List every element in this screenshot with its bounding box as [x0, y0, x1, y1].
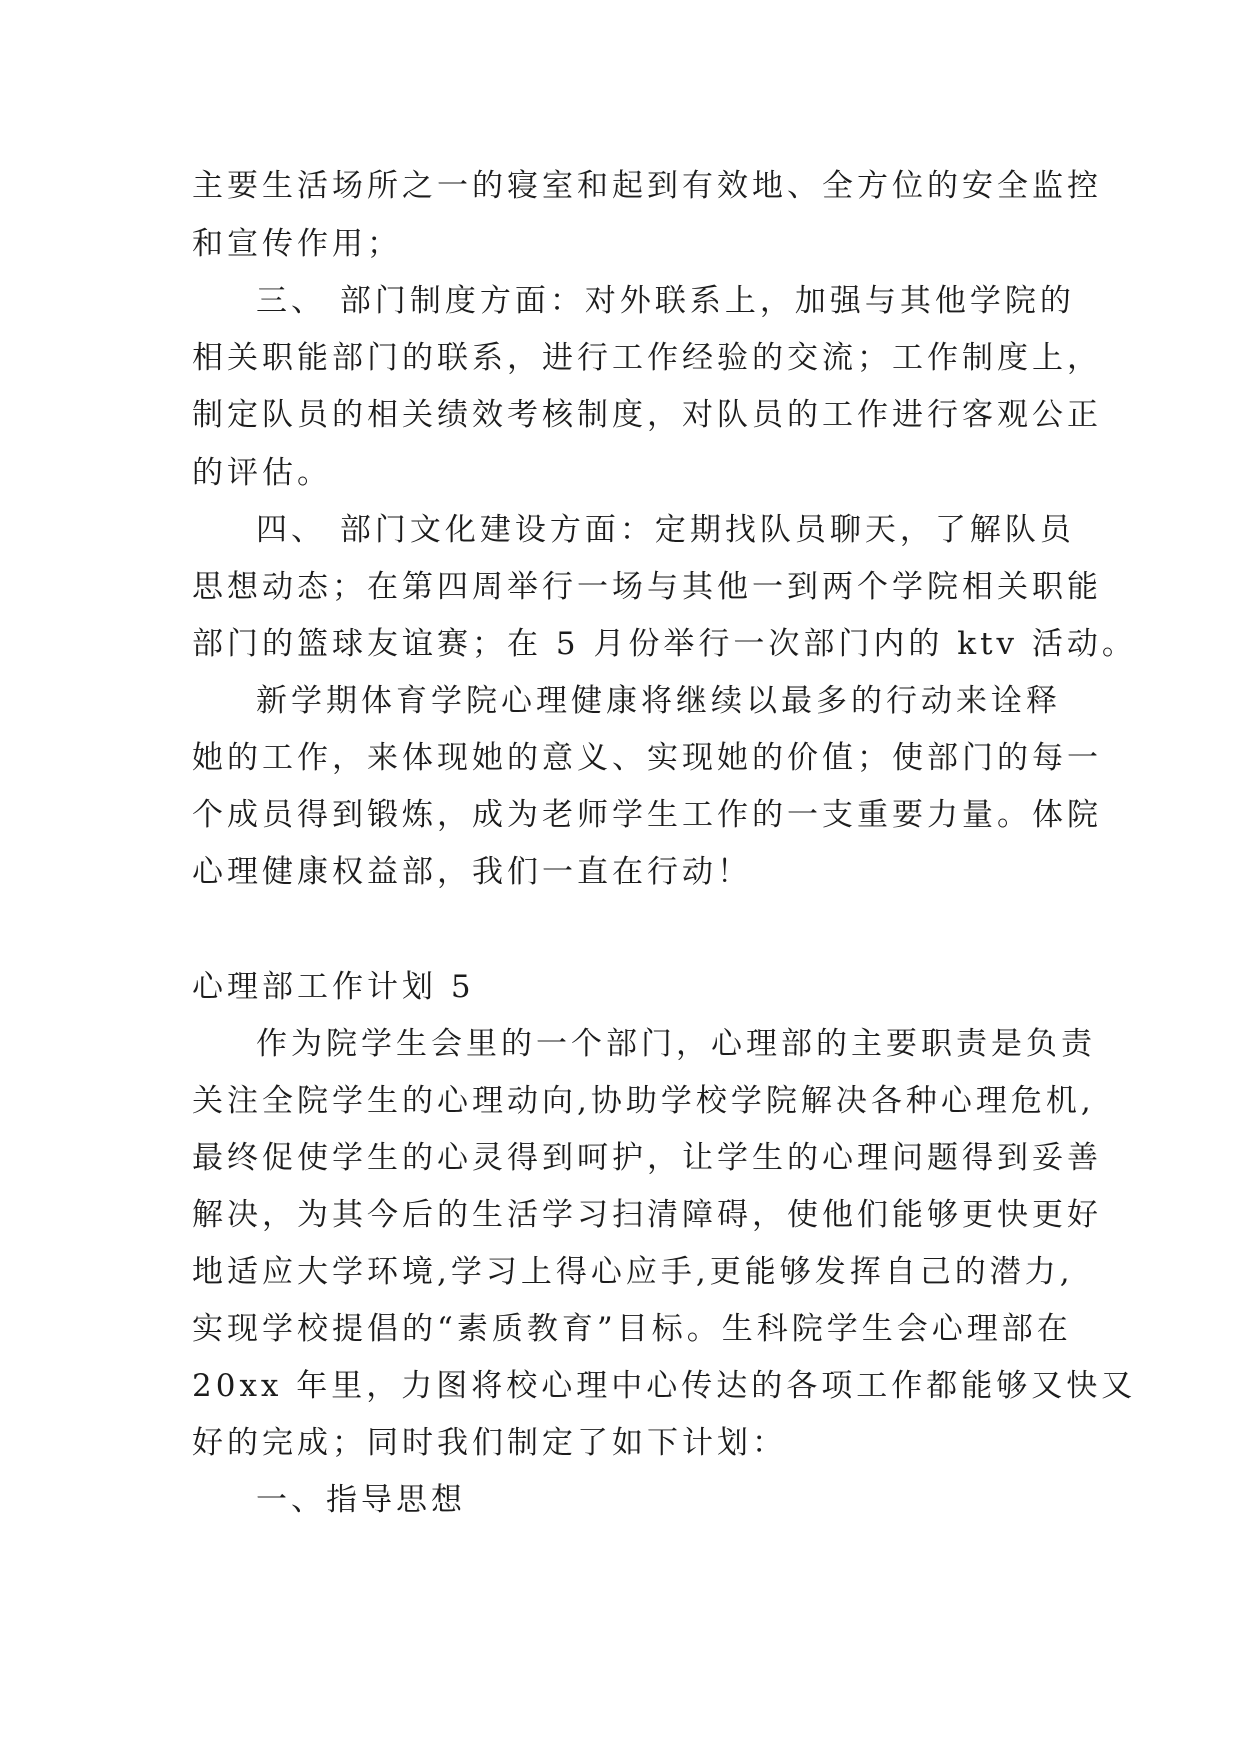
paragraph-line: 解决，为其今后的生活学习扫清障碍，使他们能够更快更好: [192, 1197, 1102, 1233]
paragraph-line: 20xx 年里，力图将校心理中心传达的各项工作都能够又快又: [192, 1368, 1137, 1404]
paragraph-line: 部门的篮球友谊赛；在 5 月份举行一次部门内的 ktv 活动。: [192, 626, 1137, 662]
paragraph-line: 新学期体育学院心理健康将继续以最多的行动来诠释: [256, 683, 1061, 719]
subsection-heading: 一、指导思想: [256, 1482, 466, 1518]
paragraph-line: 三、 部门制度方面：对外联系上，加强与其他学院的: [256, 283, 1075, 319]
paragraph-line: 和宣传作用；: [192, 226, 402, 262]
paragraph-line: 主要生活场所之一的寝室和起到有效地、全方位的安全监控: [192, 168, 1102, 204]
paragraph-line: 作为院学生会里的一个部门，心理部的主要职责是负责: [256, 1026, 1096, 1062]
paragraph-line: 最终促使学生的心灵得到呵护，让学生的心理问题得到妥善: [192, 1140, 1102, 1176]
paragraph-line: 心理健康权益部，我们一直在行动！: [192, 854, 752, 890]
paragraph-line: 制定队员的相关绩效考核制度，对队员的工作进行客观公正: [192, 397, 1102, 433]
paragraph-line: 地适应大学环境,学习上得心应手,更能够发挥自己的潜力,: [192, 1254, 1074, 1290]
paragraph-line: 实现学校提倡的“素质教育”目标。生科院学生会心理部在: [192, 1311, 1072, 1347]
paragraph-line: 思想动态；在第四周举行一场与其他一到两个学院相关职能: [192, 569, 1102, 605]
paragraph-line: 好的完成；同时我们制定了如下计划：: [192, 1425, 787, 1461]
paragraph-line: 她的工作，来体现她的意义、实现她的价值；使部门的每一: [192, 740, 1102, 776]
paragraph-line: 个成员得到锻炼，成为老师学生工作的一支重要力量。体院: [192, 797, 1102, 833]
paragraph-line: 的评估。: [192, 455, 332, 491]
section-heading: 心理部工作计划 5: [192, 969, 475, 1005]
paragraph-line: 关注全院学生的心理动向,协助学校学院解决各种心理危机,: [192, 1083, 1095, 1119]
paragraph-line: 四、 部门文化建设方面：定期找队员聊天，了解队员: [256, 512, 1075, 548]
paragraph-line: 相关职能部门的联系，进行工作经验的交流；工作制度上，: [192, 340, 1102, 376]
